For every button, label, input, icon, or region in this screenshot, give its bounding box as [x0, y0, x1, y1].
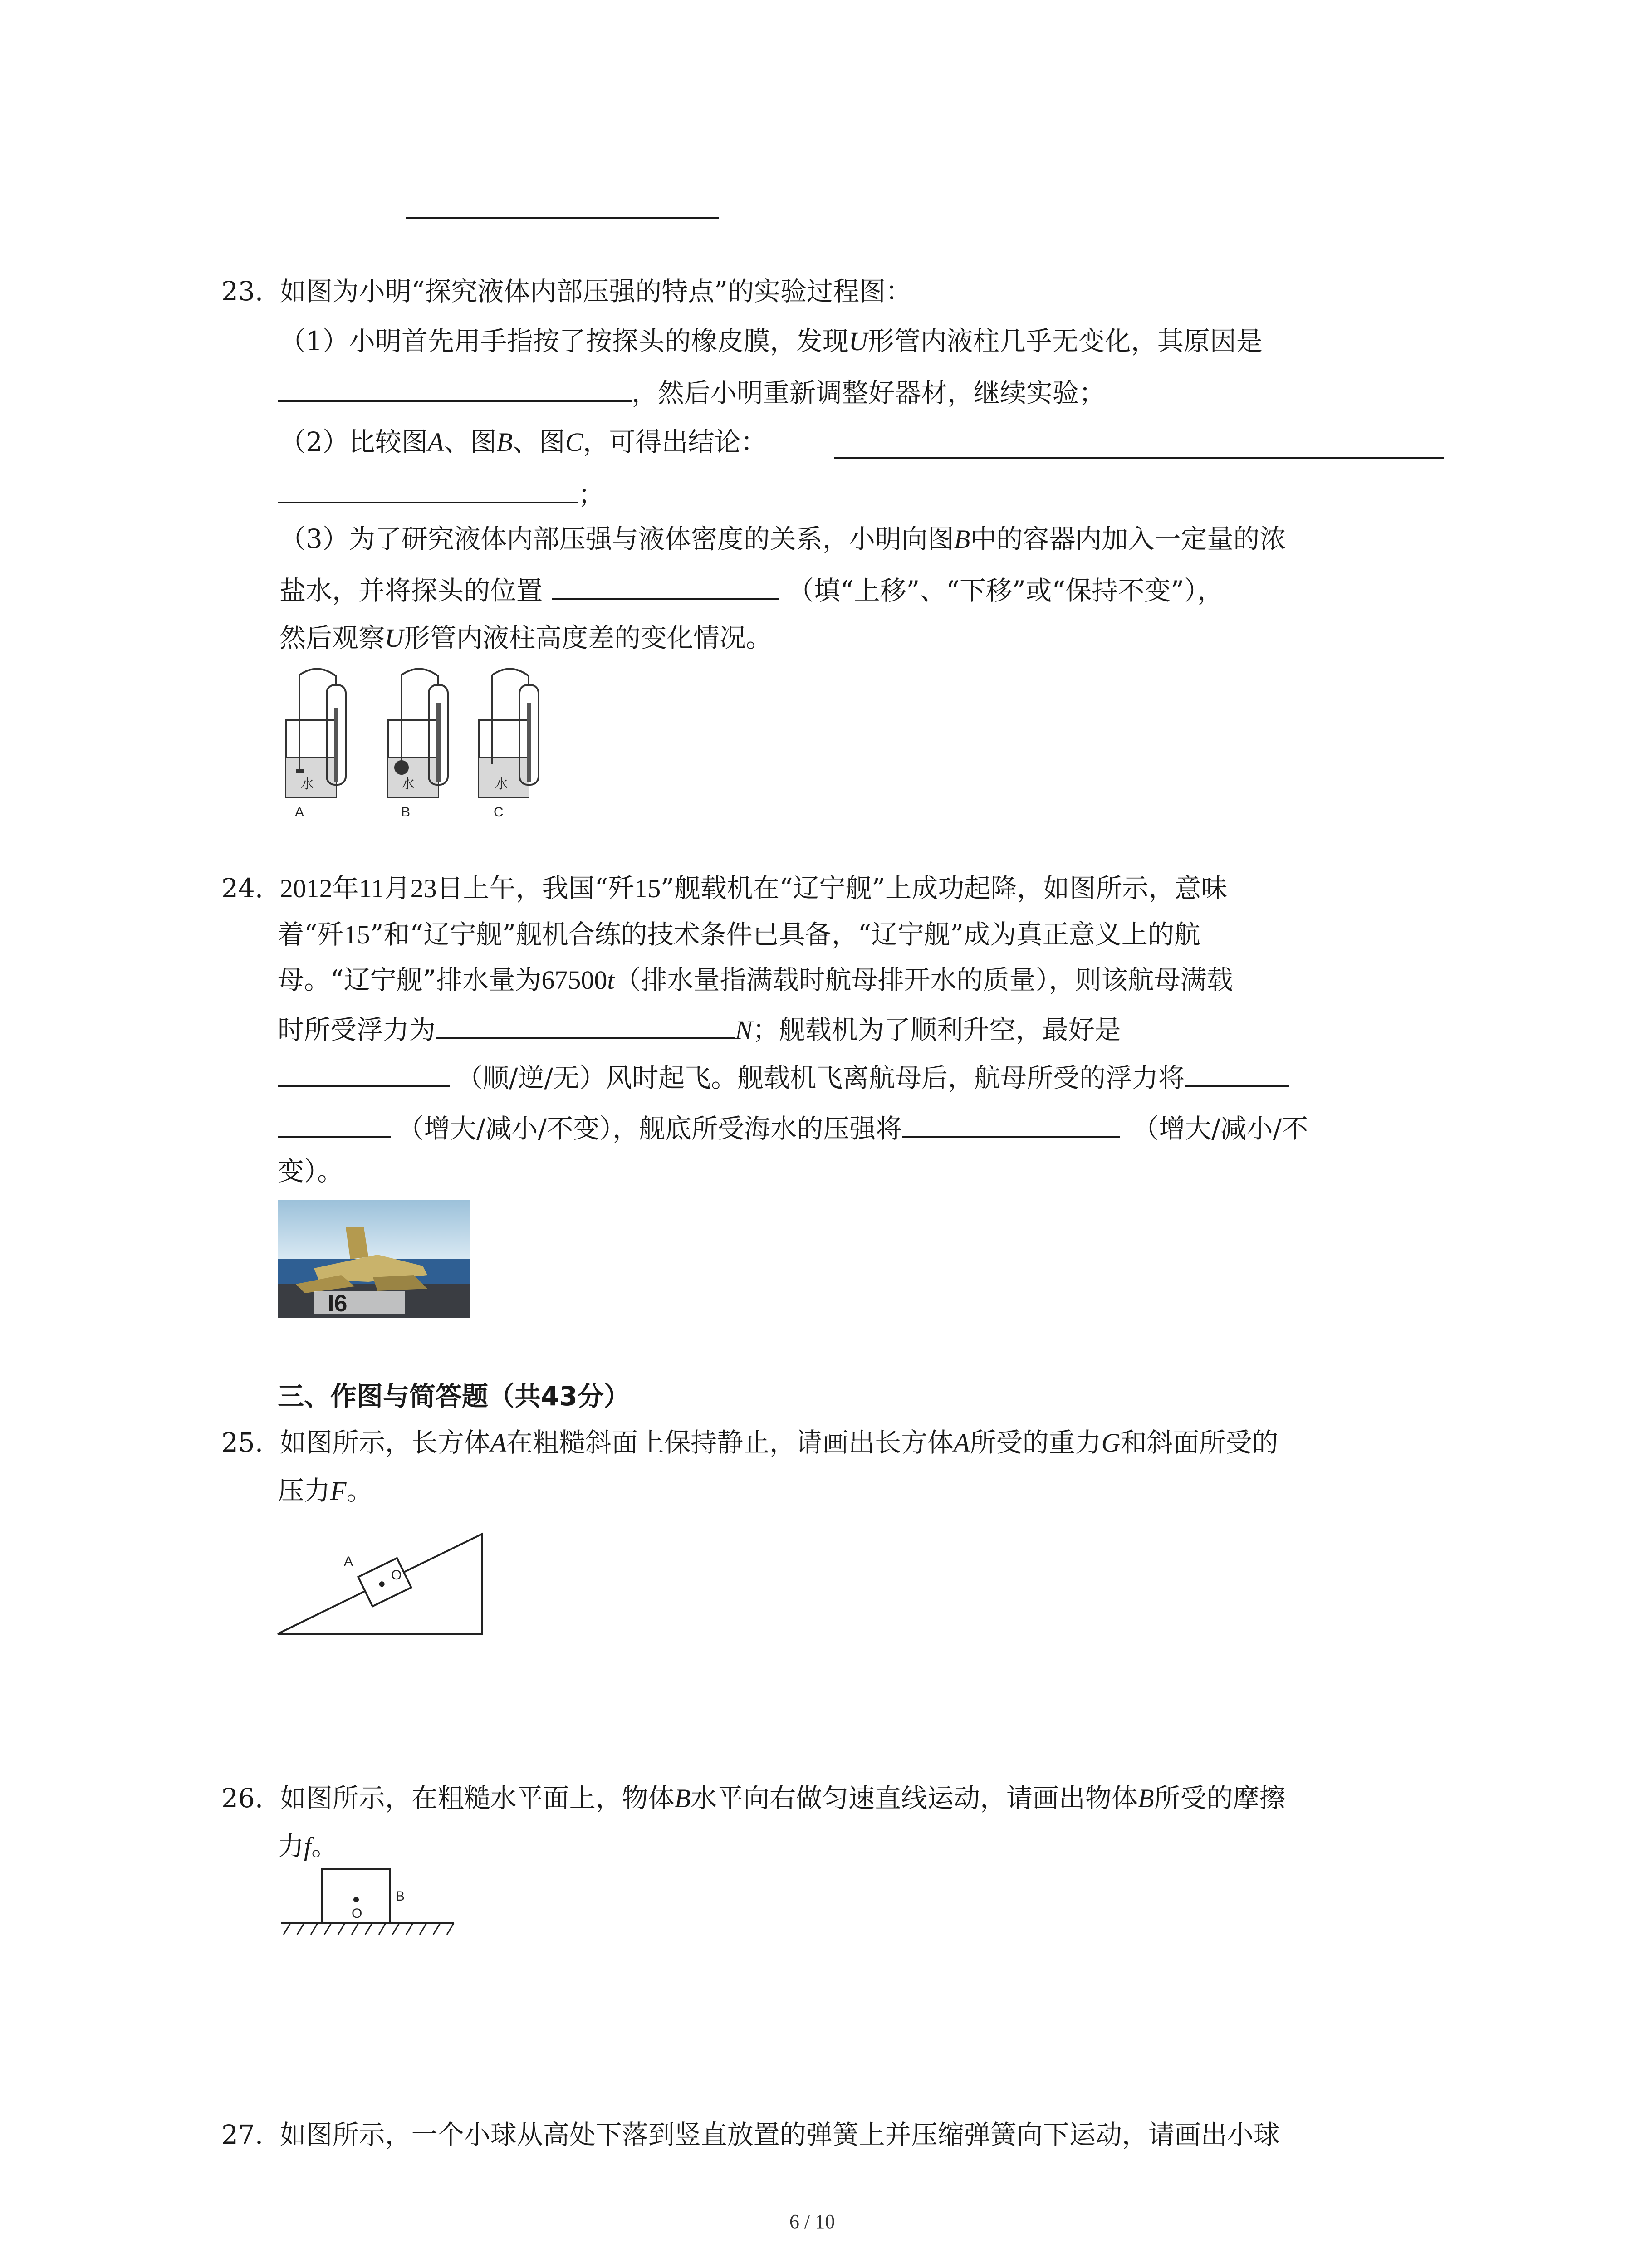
var: A — [954, 1428, 970, 1457]
text: （增大/减小/不变），舰底所受海水的压强将 — [397, 1113, 902, 1144]
question-number: 23. — [221, 276, 264, 307]
container-a — [286, 669, 346, 797]
text: ，可得出结论： — [583, 426, 767, 457]
question-23-part3-line3 — [279, 621, 772, 655]
text: 压力 — [278, 1475, 331, 1506]
fig-label-water: 水 — [495, 777, 508, 792]
var: f — [304, 1832, 312, 1861]
label-o: O — [391, 1568, 402, 1583]
question-24-line5 — [278, 1060, 1289, 1094]
svg-text:I6: I6 — [328, 1290, 348, 1317]
var: A — [490, 1428, 507, 1457]
var: B — [674, 1784, 691, 1813]
text: 中的容器内加入一定量的浓 — [970, 523, 1286, 554]
container-c — [479, 669, 539, 797]
text: 变）。 — [278, 1156, 344, 1187]
question-number: 24. — [221, 873, 264, 904]
var: B — [496, 427, 513, 457]
text: 月 — [384, 873, 411, 904]
text: 日上午，我国“歼 — [436, 873, 635, 904]
text: 所受的重力 — [970, 1427, 1102, 1458]
var: B — [1138, 1784, 1154, 1813]
text: （排水量指满载时航母排开水的质量），则该航母满载 — [614, 964, 1233, 995]
fig-label-a: A — [295, 805, 304, 820]
text: 、图 — [444, 426, 497, 457]
question-23-part2 — [279, 425, 767, 459]
text: 15 — [634, 874, 661, 903]
text: （增大/减小/不 — [1132, 1113, 1308, 1144]
answer-blank[interactable] — [552, 572, 779, 600]
text: 。 — [311, 1831, 338, 1862]
answer-blank[interactable] — [902, 1110, 1120, 1138]
fig-label-b: B — [401, 805, 411, 820]
label-o: O — [352, 1906, 362, 1921]
question-24-line3 — [278, 963, 1233, 997]
section-title: 三、作图与简答题（共43分） — [278, 1381, 630, 1412]
text: 然后观察 — [279, 622, 385, 653]
answer-blank[interactable] — [436, 1012, 735, 1039]
question-24-line4 — [278, 1012, 1121, 1046]
question-23-part1 — [279, 325, 1263, 358]
question-number: 27. — [221, 2119, 264, 2150]
question-23-part1-line2 — [278, 375, 1105, 409]
answer-blank[interactable] — [834, 457, 1444, 459]
text: 年 — [332, 873, 359, 904]
text: 形管内液柱高度差的变化情况。 — [403, 622, 772, 653]
container-b — [388, 669, 448, 797]
text: ；舰载机为了顺利升空，最好是 — [752, 1014, 1121, 1045]
text: 时所受浮力为 — [278, 1014, 436, 1045]
unit-t: t — [607, 965, 615, 995]
question-27-line1 — [221, 2118, 1280, 2151]
answer-blank[interactable] — [278, 476, 578, 503]
unit-n: N — [735, 1015, 753, 1045]
question-23-part3-line2 — [279, 572, 1224, 607]
label-b: B — [396, 1889, 405, 1904]
var: C — [565, 427, 583, 457]
text: ”舰载机在“辽宁舰”上成功起降，如图所示，意味 — [661, 873, 1228, 904]
manometer-figure — [272, 667, 581, 826]
text: 。 — [346, 1475, 373, 1506]
question-number: 25. — [221, 1427, 264, 1458]
block-on-floor-figure — [277, 1864, 458, 1941]
label-a: A — [344, 1554, 353, 1569]
fig-label-water: 水 — [300, 777, 314, 792]
question-26-line2 — [278, 1830, 338, 1863]
answer-blank[interactable] — [278, 1110, 391, 1138]
question-23-part3 — [279, 523, 1286, 556]
var: B — [954, 524, 970, 554]
question-25-line2 — [278, 1474, 372, 1507]
text: 所受的摩擦 — [1154, 1783, 1286, 1813]
question-text: 如图为小明“探究液体内部压强的特点”的实验过程图： — [279, 276, 912, 307]
var: F — [330, 1476, 347, 1505]
question-24-line1 — [221, 872, 1227, 905]
block-a — [358, 1558, 411, 1606]
text: ； — [578, 479, 605, 510]
fig-label-water: 水 — [401, 777, 415, 792]
answer-blank[interactable] — [278, 1060, 450, 1087]
question-26-line1 — [221, 1782, 1286, 1815]
var: A — [427, 427, 444, 457]
text: 、图 — [512, 426, 565, 457]
var-u: U — [385, 623, 404, 653]
question-25-line1 — [221, 1426, 1279, 1459]
text: 和斜面所受的 — [1120, 1427, 1279, 1458]
question-24-line7 — [278, 1155, 343, 1188]
text: 如图所示，一个小球从高处下落到竖直放置的弹簧上并压缩弹簧向下运动，请画出小球 — [279, 2119, 1280, 2150]
carrier-jet-photo — [278, 1200, 470, 1318]
text: 母。“辽宁舰”排水量为 — [278, 964, 542, 995]
question-number: 26. — [221, 1783, 264, 1813]
text: 2012 — [279, 874, 333, 903]
text: ，然后小明重新调整好器材，继续实验； — [632, 377, 1106, 408]
fig-label-c: C — [494, 805, 504, 820]
text: 盐水，并将探头的位置 — [279, 575, 543, 606]
question-23-stem — [221, 275, 912, 308]
text: 15 — [343, 920, 370, 949]
var-u: U — [848, 327, 868, 356]
question-24-line2 — [278, 918, 1200, 951]
question-23-part2-line2 — [278, 476, 604, 511]
incline-figure — [272, 1515, 490, 1647]
var: G — [1101, 1428, 1121, 1457]
text: ”和“辽宁舰”舰机合练的技术条件已具备，“辽宁舰”成为真正意义上的航 — [370, 919, 1200, 950]
text: 如图所示，长方体 — [279, 1427, 490, 1458]
text: 如图所示，在粗糙水平面上，物体 — [279, 1783, 675, 1813]
text: （填“上移”、“下移”或“保持不变”）， — [788, 575, 1224, 606]
answer-blank[interactable] — [278, 375, 632, 402]
question-24-line6 — [278, 1110, 1308, 1145]
text: 着“歼 — [278, 919, 344, 950]
page-number: 6 / 10 — [789, 2210, 835, 2233]
text: （2）比较图 — [279, 426, 428, 457]
text: 水平向右做匀速直线运动，请画出物体 — [691, 1783, 1138, 1813]
answer-blank[interactable] — [406, 217, 719, 219]
text: （3）为了研究液体内部压强与液体密度的关系，小明向图 — [279, 523, 954, 554]
text: 67500 — [541, 965, 607, 995]
text: （1）小明首先用手指按了按探头的橡皮膜，发现 — [279, 326, 849, 357]
text: （顺/逆/无）风时起飞。舰载机飞离航母后，航母所受的浮力将 — [456, 1062, 1185, 1093]
text: 在粗糙斜面上保持静止，请画出长方体 — [506, 1427, 954, 1458]
text: 形管内液柱几乎无变化，其原因是 — [867, 326, 1263, 357]
answer-blank[interactable] — [1185, 1060, 1289, 1087]
text: 力 — [278, 1831, 304, 1862]
text: 23 — [410, 874, 437, 903]
text: 11 — [358, 874, 384, 903]
